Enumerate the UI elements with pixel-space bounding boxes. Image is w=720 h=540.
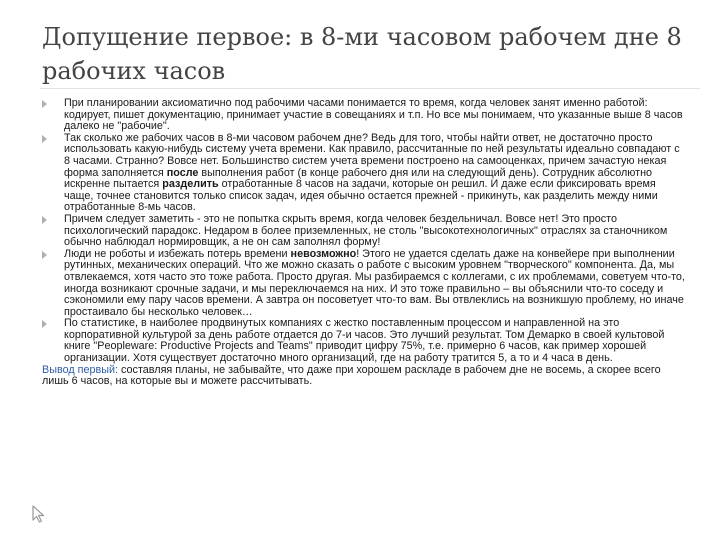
slide-title: Допущение первое: в 8-ми часовом рабочем дне 8 рабочих часов xyxy=(42,23,682,85)
bullet-text: ! Этого не удается сделать даже на конвейере при выполнении рутинных, механических операций. Что же можно сказать о работе с высоким уровнем "творческого" компонента. Да, мы отвлекаемся, хотя часто это тоже работа. Просто другая. Мы разбираемся с коллегами, с их проблемами, советуем что-то, иногда возникают срочные задачи, и мы переключаемся на них. И это тоже правильно – вы объяснили что-то соседу и сэкономили ему пару часов времени. А завтра он посоветует что-то вам. Вы отвлеклись на возникшую проблему, но иначе простаивало бы несколько человек… xyxy=(64,247,685,318)
bullet-item-4 xyxy=(42,249,687,319)
conclusion xyxy=(42,365,687,388)
bullet-item-1 xyxy=(42,98,687,133)
bullet-text: Причем следует заметить - это не попытка скрыть время, когда человек бездельничал. Вовсе нет! Это просто психологический парадокс. Недаром в более приземленных, не столь "высокотехнологичных" отраслях за станочником обычно наблюдал нормировщик, а не он сам заполнял форму! xyxy=(64,212,668,249)
title-divider xyxy=(40,88,700,89)
arrow-pointer-icon[interactable] xyxy=(32,505,46,523)
bullet-text: При планировании аксиоматично под рабочими часами понимается то время, когда человек занят именно работой: кодирует, пишет документацию, принимает участие в совещаниях и т.п. Но все мы понимаем, что указанные выше 8 часов далеко не "рабочие". xyxy=(64,97,683,133)
triangle-right-icon xyxy=(42,216,47,224)
bullet-text: По статистике, в наиболее продвинутых компаниях с жестко поставленным процессом и направленной на это корпоративной культурой за день работе отдается до 7-и часов. Это лучший результат. Том Демарко в своей культовой книге "Peopleware: Productive Projects and Teams" приводит цифру 75%, т.е. примерно 6 часов, как пример хорошей организации. Хотя существует достаточно много организаций, где на работу тратится 5, а то и 4 часа в день. xyxy=(64,317,665,365)
conclusion-text: составляя планы, не забывайте, что даже при хорошем раскладе в рабочем дне не восемь, а скорее всего лишь 6 часов, на которые вы и можете рассчитывать. xyxy=(42,363,661,388)
bullet-text: выполнения работ (в конце рабочего дня или на следующий день). Сотрудник абсолютно искренне пытается xyxy=(64,166,653,191)
bold-word: невозможно xyxy=(290,247,357,260)
bold-word: после xyxy=(166,166,199,179)
bullet-item-5 xyxy=(42,318,687,364)
slide-content xyxy=(42,98,687,388)
bullet-text: Люди не роботы и избежать потерь времени xyxy=(64,247,291,260)
triangle-right-icon xyxy=(42,100,47,108)
bullet-item-2 xyxy=(42,133,687,214)
bullet-text: отработанные 8 часов на задачи, которые он решил. И даже если фиксировать время чаще, точнее становится только список задач, идея обычно остается прежней - прикинуть, как разделить между ними отработанные 8-мь часов. xyxy=(64,178,658,214)
bold-word: разделить xyxy=(162,178,219,191)
bullet-text: Так сколько же рабочих часов в 8-ми часовом рабочем дне? Ведь для того, чтобы найти ответ, не достаточно просто использовать какую-нибудь систему учета времени. Как правило, рассчитанные по ней результаты идеально совпадают с 8 часами. Странно? Вовсе нет. Большинство систем учета времени построено на самооценках, причем зачастую некая форма заполняется xyxy=(64,131,680,179)
triangle-right-icon xyxy=(42,251,47,259)
conclusion-label: Вывод первый: xyxy=(42,363,119,376)
triangle-right-icon xyxy=(42,135,47,143)
triangle-right-icon xyxy=(42,320,47,328)
bullet-item-3 xyxy=(42,214,687,249)
